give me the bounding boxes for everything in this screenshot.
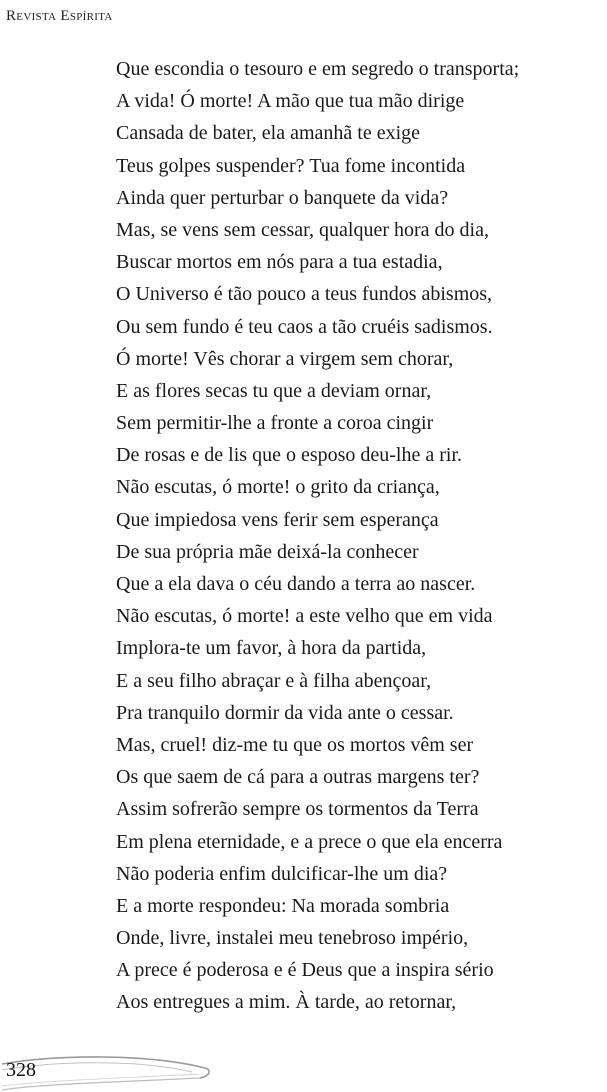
poem-line: Buscar mortos em nós para a tua estadia, [116, 251, 443, 274]
poem-line: Aos entregues a mim. À tarde, ao retornar, [116, 991, 457, 1014]
poem-line: Ou sem fundo é teu caos a tão cruéis sadismos. [116, 315, 493, 338]
poem-line: Em plena eternidade, e a prece o que ela encerra [116, 830, 503, 853]
poem-line: Que a ela dava o céu dando a terra ao nascer. [116, 573, 476, 595]
poem-text [116, 53, 519, 1019]
poem-line: Que impiedosa vens ferir sem esperança [116, 508, 439, 531]
poem-line: E as flores secas tu que a deviam ornar, [116, 379, 432, 402]
poem-line: Assim sofrerão sempre os tormentos da Terra [116, 798, 479, 821]
poem-line: Cansada de bater, ela amanhã te exige [116, 122, 421, 145]
poem-line: E a seu filho abraçar e à filha abençoar, [116, 669, 432, 692]
poem-line: A prece é poderosa e é Deus que a inspira sério [116, 959, 494, 982]
poem-line: Mas, se vens sem cessar, qualquer hora do dia, [116, 218, 489, 241]
poem-line: De rosas e de lis que o esposo deu-lhe a rir. [116, 444, 463, 467]
poem-line: Os que saem de cá para a outras margens ter? [116, 766, 480, 789]
poem-line: Não poderia enfim dulcificar-lhe um dia? [116, 862, 448, 885]
poem-line: Não escutas, ó morte! o grito da criança, [116, 476, 440, 499]
poem-line: Não escutas, ó morte! a este velho que em vida [116, 605, 493, 628]
poem-line: Ó morte! Vês chorar a virgem sem chorar, [116, 347, 454, 370]
poem-line: Onde, livre, instalei meu tenebroso império, [116, 927, 469, 950]
poem-line: De sua própria mãe deixá-la conhecer [116, 540, 419, 563]
poem-line: Pra tranquilo dormir da vida ante o cessar. [116, 701, 454, 724]
poem-line: Ainda quer perturbar o banquete da vida? [116, 186, 449, 209]
running-head-title: Revista Espírita [6, 8, 113, 24]
poem-line: Mas, cruel! diz-me tu que os mortos vêm ser [116, 733, 474, 756]
page-number: 328 [6, 1059, 36, 1081]
poem-line: Teus golpes suspender? Tua fome incontida [116, 154, 466, 177]
poem-line: A vida! Ó morte! A mão que tua mão dirige [116, 90, 465, 113]
poem-line: Implora-te um favor, à hora da partida, [116, 637, 427, 660]
poem-line: E a morte respondeu: Na morada sombria [116, 894, 450, 917]
poem-line: O Universo é tão pouco a teus fundos abismos, [116, 283, 493, 306]
poem-line: Sem permitir-lhe a fronte a coroa cingir [116, 412, 434, 435]
poem-line: Que escondia o tesouro e em segredo o transporta; [116, 58, 520, 80]
